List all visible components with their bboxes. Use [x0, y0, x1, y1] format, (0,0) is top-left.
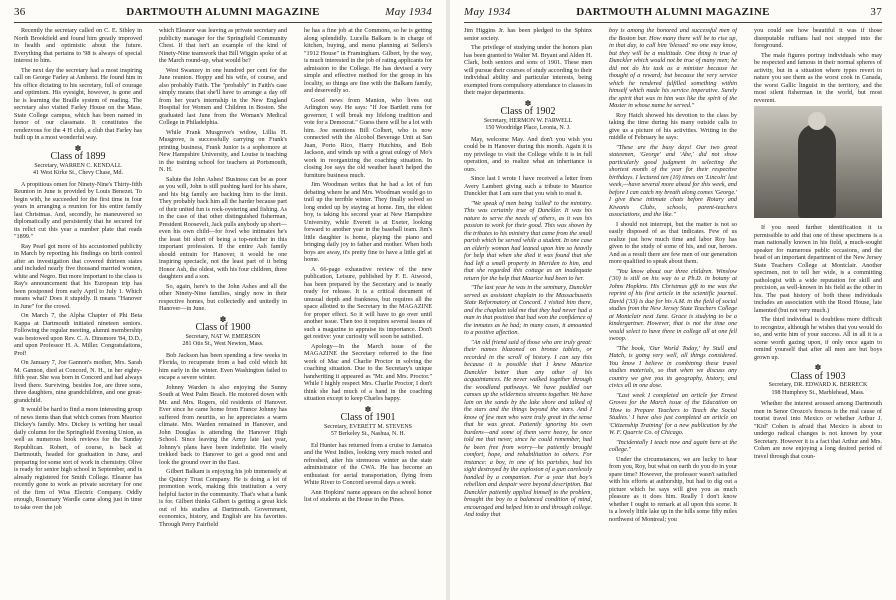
- quoted-paragraph: "The book, 'Our World Today,' by Stull and Hatch, is going very well, all things considered. You know I believe in combining these travel studies materials, so that when we discuss any country we give you its geography, history, and civics all in one dose.: [609, 344, 737, 389]
- paragraph: Whether the interest aroused among Dartmouth men in Senor Orozco's frescos is the real cause of tourist travel into Mexico or whether Arthur J. "Kid" Cohen is afraid that Mexico is about to undergo radical changes is not known by your Secretary. However it is a fact that Arthur and Mrs. Cohen are now enjoying a long desired period of travel through that coun-: [754, 400, 882, 460]
- secretary-address: 281 Otis St., West Newton, Mass.: [182, 341, 264, 347]
- paragraph: The privilege of studying under the honors plan has been granted to Walter M. Bryant and Alden H. Clark, both seniors and sons of 1901. These men will pursue their courses of study according to their individual ability and particular interests, being exempted from compulsory attendance to classes in their major departments.: [464, 44, 592, 96]
- quoted-paragraph: boy is among the honored and successful men of the Boston bar. How many there will be to rise up, in that day, to call him 'blessed' no one may know, but they will be a multitude. One thing is true of Dunckler which would not be true of many men; he did not do his task as a minister because he thought of a reward; but because the very service which he rendered fulfilled something within himself which made his service imperative. Surely the spirit that was in him was like the spirit of the Master in whose name he served.": [609, 27, 737, 109]
- page-number: 37: [870, 6, 882, 18]
- issue-date: May 1934: [464, 6, 511, 18]
- section-ornament: ✽: [219, 314, 227, 324]
- paragraph: Under the circumstances, we are lucky to hear from you, Roy, but what on earth do you do in your spare time? However, the professor wasn't satisfied with his efforts at authorship, but had to dig out a picture which he says will give you as much pleasure as it does him. Really I don't know whether I ought to remark at all upon this scene. It is a lovely little lake up in the hills some fifty miles northwest of Montreal; you: [609, 455, 737, 523]
- paragraph: Roy Hatch showed his devotion to the class by taking the time during his many outside calls to give us a picture of his activities. Writing in the middle of February he says:: [609, 111, 737, 141]
- paragraph: A 66-page exhaustive review of the new publication, Leisure, published by F. E. Atwood, has been prepared by the Secretary and is nearly ready for release. It is a critical document of unusual depth and frankness, but requires all the space allotted to the Secretary in the MAGAZINE for proper effect. So it will have to go over until another issue. Then too it requires several issues of such a magazine to appraise its importance. Don't get restive: your curiosity will soon be satisfied.: [304, 265, 432, 340]
- paragraph: It would be hard to find a more interesting group of news items than that which comes from Maurice Dickey's family. Mrs. Dickey is writing her usual daily column for the Springfield Evening Union, as well as numerous book reviews for the Sunday Republican. Robert, of course, is back at Dartmouth, headed for graduation in June, and preparing for some sort of work in chemistry. Olive is ready for senior high school in September, and is already registered for Smith College. Eleanor has recently gone to work as private secretary for one of the firm of Wiss Electric Company. Oddly enough, Rosemary Wardle came along just in time to take over the job: [14, 406, 142, 511]
- page-number: 36: [14, 6, 26, 18]
- class-secretary: Secretary, WARREN C. KENDALL: [34, 162, 122, 169]
- photo-figure-head: [808, 112, 826, 130]
- paragraph: Jim Woodman writes that he had a lot of fun debating where he and Mrs. Woodman would go to trail up the terrible winter. They finally solved so long ended up by staying at home. Jim, the eldest boy, is taking his second year at New Hampshire University, while Everett is at Exeter, looking forward to another year in the baseball team. Jim's little daughter is home, playing the piano and bringing daily joy to father and mother. When both boys are away, it's pretty fine to have a little girl at home.: [304, 181, 432, 263]
- class-secretary: Secretary, HERMON W. FARWELL: [483, 117, 573, 124]
- class-heading: Class of 1901: [340, 412, 396, 423]
- secretary-address: 57 Berkeley St., Nashua, N. H.: [330, 431, 406, 437]
- paragraph: Salute the John Ashes! Business can be as poor as you will, John is still pushing hard for his share, and his big family are backing him to the limit. They probably back him all the harder because part of their united fun is rock-oystering and fishing. As in the case of that other distinguished fisherman, President Roosevelt, Jack pulls anybody up short—even his own child—for fowl who intimates he's the least bit short of being a top-notcher in this important profession. If the entire Ash family should entrain for Hanover, it would be one inspiring spectacle, not the least part of it being Honor Ash, the oldest, with his four children, three daughters and a son.: [159, 175, 287, 280]
- class-secretary: Secretary, NAT W. EMERSON: [185, 333, 261, 340]
- secretary-address: 150 Woodridge Place, Leonia, N. J.: [485, 125, 571, 131]
- paragraph: May, welcome May. And don't you wish you could be in Hanover during this month. Again it is my privilege to visit the College while it is in full operation, and to realize what an inheritance is ours.: [464, 135, 592, 173]
- paragraph: West Swanzey in one hundred per cent for the June reunion. Hoppy and his wife, of course, and also probably Faith. The "probably" in Faith's case simply means that she'll have to arrange a day off from her year's internship in the New England Hospital for Women and Children in Boston. She graduated last June from the Woman's Medical College in Philadelphia.: [159, 66, 287, 126]
- paragraph: Gilbert Balkam is enjoying his job immensely at the Quincy Trust Company. He is doing a lot of promotion work, making this institution a very helpful factor in the community. That's what a bank is for. Gilbert thinks Gilbert is getting a great kick out of his studies at Dartmouth. Government, economics, history, and English are his favorites. Through Perry Fairfield: [159, 468, 287, 528]
- paragraph: On March 7, the Alpha Chapter of Phi Beta Kappa at Dartmouth initiated nineteen seniors. Following the regular meeting, alumni membership was bestowed upon Rev. C. A. Dinsmore '84, D.D., and upon Professor H. A. Miller. Congratulations, Prof!: [14, 312, 142, 357]
- quoted-paragraph: "The last year he was in the seminary, Dunckler served as assistant chaplain to the Massachusetts State Reformatory at Concord. I visited him there, and the chaplain told me that they had never had a man in that position that had won the confidence of the inmates as he had; in many cases, it amounted to a positive affection.: [464, 284, 592, 336]
- paragraph: Recently the secretary called on C. E. Sibley in North Brookfield and found him greatly improved in health and optimistic about the future. Everything that pertains to '98 is always of special interest to him.: [14, 27, 142, 64]
- section-ornament: ✽: [814, 363, 822, 372]
- paragraph: I should not interrupt, but the matter is not so easily disposed of as that indicates. Few of us realize just how much time and labor Roy has given to the study of some of his, and our, heroes. And as a result there are few men of our generation more qualified to speak about them.: [609, 220, 737, 265]
- class-heading: Class of 1902: [500, 106, 556, 117]
- quoted-paragraph: "You know about our three children. Winslow ('30) is still on his way to a Ph.D. in botany at Johns Hopkins. His Christmas gift to me was the reprint of his first article in the scientific journal. David ('33) is due for his A.M. in the field of social studies from the New Jersey State Teachers College at Montclair next June. Grace is studying to be a kindergartner. However, that is not the time one would select to have three in college all at one fell swoop.: [609, 267, 737, 342]
- right-page-header: [464, 6, 882, 22]
- class-secretary: Secretary, DR. EDWARD K. BERRECK: [768, 382, 868, 388]
- class-heading: Class of 1900: [195, 322, 251, 333]
- photograph: [754, 106, 882, 218]
- quoted-paragraph: "These are the busy days! Our two great statesmen, 'George' and 'Abe,' did not show particularly good judgment in selecting the shortest month of the year for their respective birthdays. I lectured ten (10) times on 'Lincoln' last week,—have several more ahead for this week, and before I can catch my breath along comes 'George.' I give these intimate chats before Rotary and Kiwanis Clubs, schools, parent-teachers associations, and the like.": [609, 143, 737, 218]
- secretary-address: 41 West Kirke St., Chevy Chase, Md.: [32, 170, 124, 176]
- quoted-paragraph: "Incidentally I teach now and again here at the college.": [609, 438, 737, 453]
- quoted-paragraph: "We speak of men being 'called' to the ministry. This was certainly true of Dunckler. It was his nature to serve the needs of others, as it was his passion to work for their good. This was shown by the tributes to his ministry that came from the small parish which he served while a student. In one case an elderly woman had leaned upon him so heavily for help that when she died it was found that she had left a small property in Meriden to him, and that she regarded this cottage as an inadequate return for the help that Maurice had been to her.: [464, 199, 592, 282]
- column-4: [464, 27, 592, 597]
- left-page: [0, 0, 446, 600]
- secretary-address: 198 Humphrey St., Marblehead, Mass.: [771, 389, 865, 396]
- header-rule: [14, 22, 432, 23]
- section-ornament: ✽: [74, 143, 82, 153]
- quoted-paragraph: "An old friend said of those who are truly great: their names blazoned on bronze tablets, or recorded in the scroll of history. I can say this because it is possible that I knew Maurice Dunckler better than any other of his acquaintances. He never walked together through the woodland pathways. We have paddled our canoes up the wilderness streams together. We have lain on the sands by the lake shore and talked of the stars and the things beyond the stars. And I know of few men who were truly great in the sense that he was great. Patiently ignoring his own burdens—and some of them were heavy, he once told me that never, since he could remember, had he been free from worry—he patiently brought comfort, hope, and rehabilitation to others. For instance: a boy, in one of his parishes, had his sight destroyed by the explosion of a gun carelessly handled by a companion. For a year that boy's rebellion and despair were beyond description. But Dunckler patiently applied himself to the problem, brought the boy to a balanced condition of mind, encouraged and helped him to and through college. And today that: [464, 338, 592, 518]
- quoted-paragraph: "Last week I completed an article for Ernest Groves for the March issue of the Education on 'How to Prepare Teachers to Teach the Social Studies.' I have also just completed an article on 'Citizenship Training' for a new publication by the W. F. Quarrie Co. of Chicago.: [609, 391, 737, 436]
- column-1: [14, 27, 142, 597]
- paragraph: Ann Hopkins' name appears on the school honor list of students at the House in the Pines.: [304, 488, 432, 503]
- paragraph: Since last I wrote I have received a letter from Avery Lambert giving such a tribute to Maurice Dunckler that I am sure that you wish to read it.: [464, 175, 592, 197]
- column-3: [304, 27, 432, 597]
- paragraph: Apology—In the March issue of the MAGAZINE the Secretary referred to the fine work of Mac and Charlie Proctor in solving the coaching situation. Due to the Secretary's unique handwriting it appeared as "Mr. and Mrs. Proctor." While I highly respect Mrs. Charlie Proctor, I don't think she had much of a hand in the coaching situation except to keep Charles happy.: [304, 342, 432, 402]
- class-secretary: Secretary, EVERETT M. STEVENS: [324, 423, 412, 430]
- paragraph: Bob Jackson has been spending a few weeks in Florida, to recuperate from a bad cold which hit him early in the winter. Even Washington failed to escape a severe winter.: [159, 351, 287, 381]
- class-heading: Class of 1903: [790, 370, 846, 382]
- paragraph: The male figures portray individuals who may be respected and famous in their normal spheres of activity, but in a situation where types revert to nature you see them as the worst cook in Canada, the worst Gallic linguist in the territory, and the most silent fisherman in the world, but most reverent.: [754, 51, 882, 104]
- magazine-title: DARTMOUTH ALUMNI MAGAZINE: [126, 6, 320, 18]
- column-5: [609, 27, 737, 597]
- section-ornament: ✽: [364, 404, 372, 414]
- paragraph: The next day the secretary had a most inspiring call on George Farley at Amherst. He found him in his office dictating to his secretary, full of courage and optimism. His eyesight, however, is gone and he is learning the Braille system of reading. The secretary also visited Farley House on the Mass. State College campus, which has been named in honor of our classmate. It constitutes the rendezvous for the 4 H club, a club that Farley has built up in a most wonderful way.: [14, 66, 142, 141]
- paragraph: Good news from Manion, who lives out Arlington way. He says: "If Joe Bartlett runs for governor, I will break my lifelong tradition and vote for a Democrat." Guess there will be a lot with him. Joe mentions Bill Colbert, who is now connected with the Alcohol Beverage Unit at San Juan, Porto Rico, Harry Hutchins, and Bob Jackson, and winds up with a great eulogy of Mo's work in reorganizing the coaching situation. In closing Joe says the old weather hasn't helped the furniture business much.: [304, 96, 432, 179]
- photo-figure: [798, 124, 836, 218]
- class-heading: Class of 1899: [50, 151, 106, 162]
- paragraph: The third individual is doubtless more difficult to recognize, although he wishes that you would do so, and write him of your success. All in all it is a scene worth gazing upon, if only once again to remind yourself that after all men are but boys grown up.: [754, 316, 882, 361]
- paragraph: If you need further identification it is permissible to add that one of these specimens is a man nationally known in his field, a much-sought speaker for numerous public occasions, and the head of an important department of the New Jersey State Teachers College at Montclair. Another specimen, not to tell her wide, is a committing pathologist with a wide reputation for skill and precision, as well-known in his field as the other in his. The past history of both these individuals includes an association with the Rood House, late lamented (but not very much.): [754, 224, 882, 314]
- magazine-title: DARTMOUTH ALUMNI MAGAZINE: [576, 6, 770, 18]
- paragraph: he has a fine job at the Commons, so he is getting along splendidly. Lucella Balkam is in charge of kitchen, buying, and menu planning at Sellers's "1912 House" in Framingham. Gilbert, by the way, is much interested in the job of rating applicants for admission to the College. He has devised a very simple and effective method for the group in his locality, so things are fine with the Balkam family, and deservedly so.: [304, 27, 432, 94]
- paragraph: Johnny Warden is also enjoying the Sunny South at West Palm Beach. He motored down with Mr. and Mrs. Rogers, old residents of Hanover. Ever since he came home from France Johnny has suffered from neuritis, so he appreciates a warm climate. Mrs. Warden remained in Hanover, and John Douglas is attending the Hanover High School. Since leaving the Army late last year, Johnny's plans have been indefinite. He wisely trekked back to Hanover to get a good rest and look the ground over in the East.: [159, 383, 287, 466]
- paragraph: A propitious omen for Ninety-Nine's Thirty-fifth Reunion in June is provided by Louis Benezet. To begin with, he succeeded for the first time in four years in arranging a reunion for his entire family last Christmas. And, secondly, he maneuvered so diplomatically and persistently that he secured for its relict cut this year a number plate that reads "1899.": [14, 180, 142, 240]
- left-page-header: [14, 6, 432, 22]
- column-6: [754, 27, 882, 597]
- paragraph: On January 7, Joe Gannon's mother, Mrs. Sarah M. Gannon, died at Concord, N. H., in her eighty-fifth year. She was born in Concord and had always lived there. Surviving, besides Joe, are three sons, three daughters, nine grandchildren, and one great-grandchild.: [14, 359, 142, 404]
- column-2: [159, 27, 287, 597]
- paragraph: While Frank Musgrove's widow, Lillia H. Musgrove, is successfully carrying on Frank's printing business, Frank Junior is a sophomore at New Hampshire University, and Louise is teaching in the training school for teachers at Portsmouth, N. H.: [159, 128, 287, 173]
- paragraph: which Eleanor was leaving as private secretary and publicity manager for the Springfield Community Chest. If that isn't an example of the kind of Ninety-Nine teamwork that Bill Wiggin spoke of at the March round-up, what would be?: [159, 27, 287, 64]
- paragraph: Ed Hunter has returned from a cruise to Jamaica and the West Indies, looking very much rested and refreshed, after his strenuous winter as the state administrator of the CWA. He has become an enthusiast for aerial transportation, flying from White River to Concord several days a week.: [304, 441, 432, 486]
- paragraph: So, again, here's to the John Ashes and all the other Ninety-Nine families, singly now in their respective homes, but collectedly and unitedly in Hanover—in June.: [159, 282, 287, 312]
- paragraph: you could see how beautiful it was if those disreputable ruffians had not stepped into the foreground.: [754, 27, 882, 49]
- header-rule: [464, 22, 882, 23]
- paragraph: Ray Pearl got more of his accustomed publicity in March by reporting his findings on birth control after an investigation that covered thirteen states and included nearly five thousand married women, white and Negro. But more important to the class is Ray's announcement that his European trip has been postponed from early April to July 1. Which means what? Does it stupidly. It means "Hanover in June" for the crowd.: [14, 242, 142, 310]
- right-page: [450, 0, 896, 600]
- paragraph: Jim Higgins Jr. has been pledged to the Sphinx senior society.: [464, 27, 592, 42]
- issue-date: May 1934: [385, 6, 432, 18]
- section-ornament: ✽: [524, 98, 532, 108]
